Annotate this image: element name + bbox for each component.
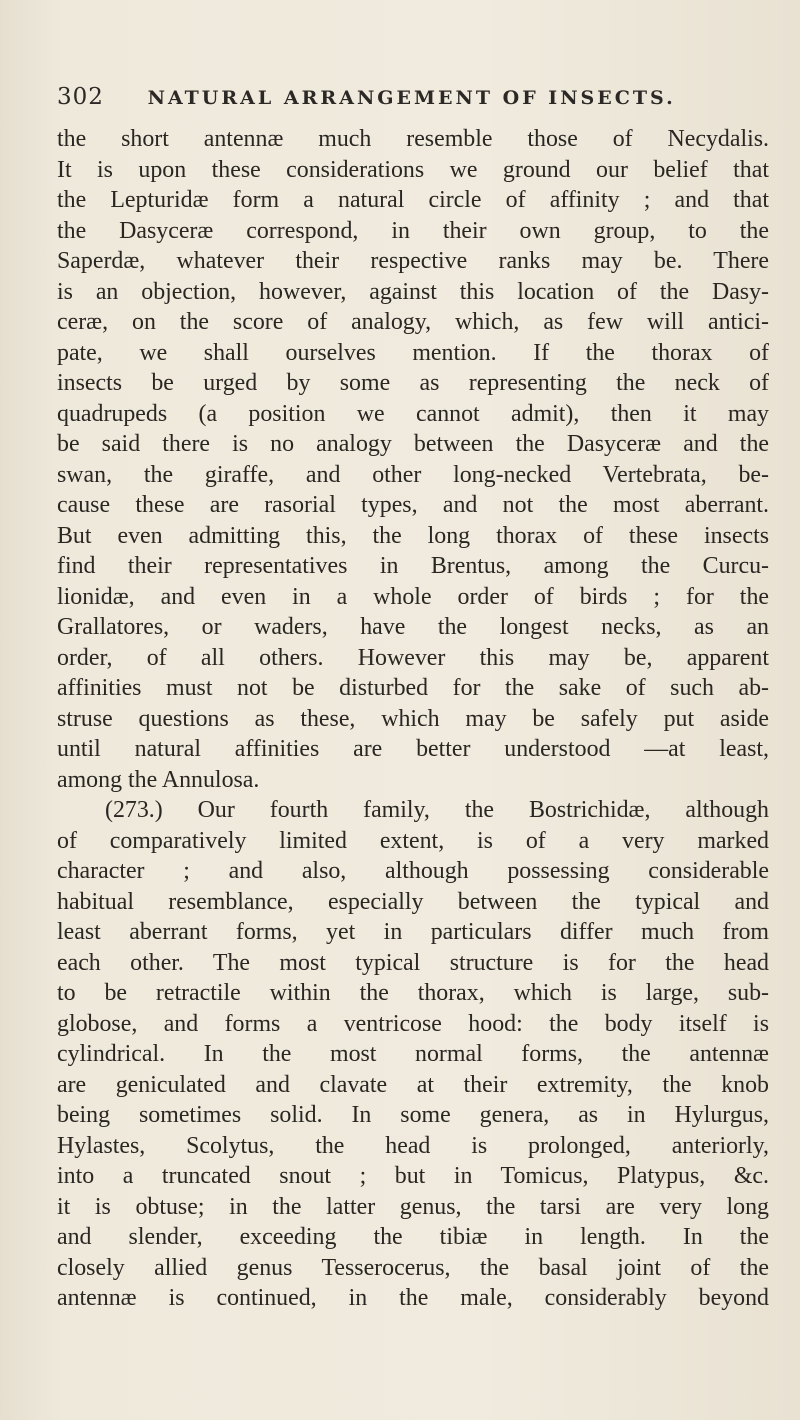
text-line: antennæ is continued, in the male, considerably beyond [57,1285,769,1311]
text-line: ceræ, on the score of analogy, which, as few will antici- [57,309,769,335]
text-line: insects be urged by some as representing the neck of [57,370,769,396]
text-line: character ; and also, although possessing considerable [57,858,769,884]
text-line: Saperdæ, whatever their respective ranks may be. There [57,248,769,274]
page-number: 302 [57,84,104,110]
text-line: quadrupeds (a position we cannot admit), then it may [57,400,769,427]
text-line: to be retractile within the thorax, which is large, sub- [57,980,769,1006]
text-line: the Lepturidæ form a natural circle of affinity ; and that [57,187,769,213]
text-line: affinities must not be disturbed for the sake of such ab- [57,675,769,701]
text-line: habitual resemblance, especially between the typical and [57,888,769,915]
text-line: swan, the giraffe, and other long-necked Vertebrata, be- [57,461,769,488]
text-line: among the Annulosa. [57,766,260,793]
text-line: It is upon these considerations we ground our belief that [57,156,769,183]
text-line: of comparatively limited extent, is of a very marked [57,827,769,854]
text-line: cylindrical. In the most normal forms, the antennæ [57,1041,769,1067]
text-line: each other. The most typical structure is for the head [57,949,769,976]
text-line: be said there is no analogy between the Dasyceræ and the [57,431,769,457]
text-line: lionidæ, and even in a whole order of birds ; for the [57,583,769,610]
text-line: cause these are rasorial types, and not the most aberrant. [57,492,769,518]
text-line: are geniculated and clavate at their extremity, the knob [57,1071,769,1098]
body-text [57,124,769,1314]
text-line: and slender, exceeding the tibiæ in length. In the [57,1224,769,1250]
text-line: pate, we shall ourselves mention. If the thorax of [57,339,769,366]
paragraph-start-line: (273.) Our fourth family, the Bostrichidæ, although [105,797,769,823]
text-line: is an objection, however, against this location of the Dasy- [57,278,769,305]
text-line: Grallatores, or waders, have the longest necks, as an [57,614,769,640]
text-line: least aberrant forms, yet in particulars differ much from [57,919,769,945]
text-line: being sometimes solid. In some genera, as in Hylurgus, [57,1102,769,1128]
text-line: closely allied genus Tesserocerus, the basal joint of the [57,1254,769,1281]
text-line: the short antennæ much resemble those of Necydalis. [57,126,769,152]
text-line: globose, and forms a ventricose hood: the body itself is [57,1010,769,1037]
text-line: until natural affinities are better understood —at least, [57,736,769,762]
running-title: NATURAL ARRANGEMENT OF INSECTS. [147,87,676,109]
text-line: order, of all others. However this may be, apparent [57,644,769,671]
running-header [57,84,757,110]
text-line: it is obtuse; in the latter genus, the tarsi are very long [57,1193,769,1220]
text-line: find their representatives in Brentus, among the Curcu- [57,553,769,579]
text-line: Hylastes, Scolytus, the head is prolonged, anteriorly, [57,1132,769,1159]
text-line: the Dasyceræ correspond, in their own group, to the [57,217,769,244]
text-line: struse questions as these, which may be safely put aside [57,705,769,732]
text-line: But even admitting this, the long thorax of these insects [57,522,769,549]
text-line: into a truncated snout ; but in Tomicus, Platypus, &c. [57,1163,769,1189]
